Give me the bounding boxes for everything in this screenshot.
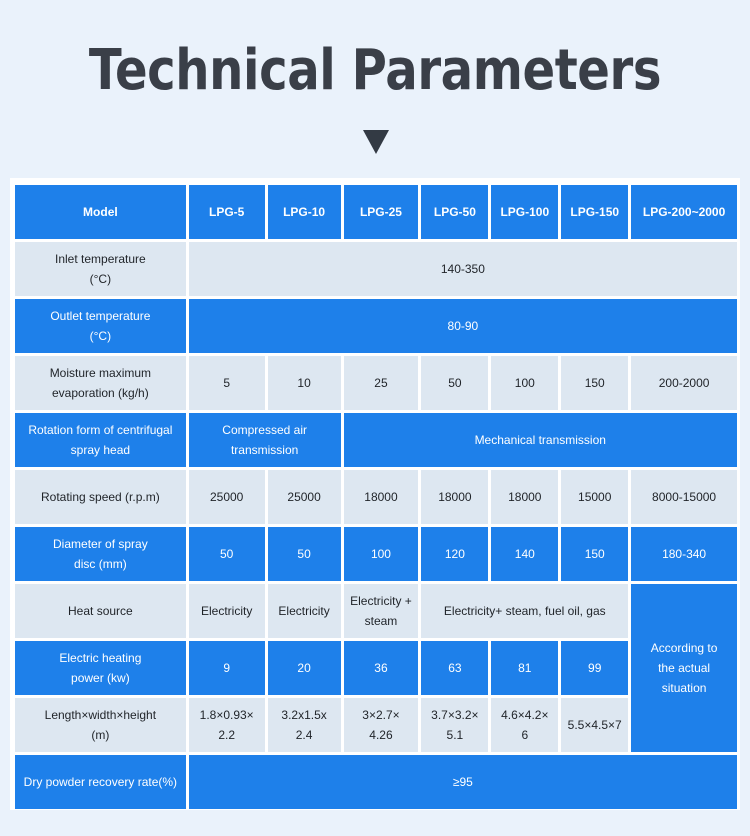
table-cell: 18000 <box>491 470 558 524</box>
table-cell: 20 <box>268 641 341 695</box>
cell-line: 5.1 <box>446 728 464 742</box>
table-cell: 50 <box>189 527 265 581</box>
table-cell: 140 <box>491 527 558 581</box>
header-cell: LPG-50 <box>421 185 488 239</box>
table-cell: 5.5×4.5×7 <box>561 698 628 752</box>
header-cell: LPG-10 <box>268 185 341 239</box>
table-cell: 15000 <box>561 470 628 524</box>
header-cell: LPG-5 <box>189 185 265 239</box>
cell-line: 6 <box>521 728 529 742</box>
table-cell: 150 <box>561 527 628 581</box>
table-cell: 140-350 <box>189 242 737 296</box>
row-label-line: (m) <box>91 728 110 742</box>
table-cell: 50 <box>421 356 488 410</box>
row-label <box>15 641 186 695</box>
table-cell <box>268 698 341 752</box>
cell-line: transmission <box>230 443 299 457</box>
table-row-rotation <box>15 413 737 467</box>
table-cell: 18000 <box>344 470 419 524</box>
table-cell: Electricity+ steam, fuel oil, gas <box>421 584 628 638</box>
table-row-power <box>15 641 737 695</box>
row-label-line: Inlet temperature <box>55 252 146 266</box>
table-cell: 25000 <box>189 470 265 524</box>
table-cell <box>189 698 265 752</box>
table-cell: 25000 <box>268 470 341 524</box>
cell-line: 3×2.7× <box>362 708 400 722</box>
table-cell: 18000 <box>421 470 488 524</box>
table-row-dimensions <box>15 698 737 752</box>
table-cell <box>421 698 488 752</box>
row-label-line: evaporation (kg/h) <box>52 386 149 400</box>
row-label <box>15 698 186 752</box>
parameters-table-container <box>10 178 740 810</box>
table-cell: 8000-15000 <box>631 470 737 524</box>
table-cell: 200-2000 <box>631 356 737 410</box>
table-cell: 10 <box>268 356 341 410</box>
row-label <box>15 413 186 467</box>
table-cell <box>491 698 558 752</box>
table-row-recovery <box>15 755 737 809</box>
table-cell: 81 <box>491 641 558 695</box>
cell-line: 2.4 <box>295 728 313 742</box>
table-cell-actual-situation <box>631 584 737 752</box>
table-cell: 5 <box>189 356 265 410</box>
table-cell: 25 <box>344 356 419 410</box>
cell-line: 4.26 <box>369 728 393 742</box>
header-cell: LPG-150 <box>561 185 628 239</box>
table-row-heat <box>15 584 737 638</box>
row-label-line: Rotation form of centrifugal <box>28 423 173 437</box>
table-cell: 99 <box>561 641 628 695</box>
table-row-speed <box>15 470 737 524</box>
row-label <box>15 242 186 296</box>
table-cell: 100 <box>344 527 419 581</box>
table-cell <box>344 698 419 752</box>
table-cell: 80-90 <box>189 299 737 353</box>
page-title: Technical Parameters <box>88 38 662 103</box>
table-cell: 63 <box>421 641 488 695</box>
row-label-line: power (kw) <box>71 671 130 685</box>
row-label-line: Diameter of spray <box>53 537 148 551</box>
table-row-outlet <box>15 299 737 353</box>
row-label <box>15 356 186 410</box>
row-label-line: disc (mm) <box>74 557 127 571</box>
cell-line: situation <box>661 681 707 695</box>
row-label-line: spray head <box>70 443 131 457</box>
cell-line: 4.6×4.2× <box>501 708 549 722</box>
table-cell: 120 <box>421 527 488 581</box>
table-cell: Mechanical transmission <box>344 413 737 467</box>
row-label: Heat source <box>15 584 186 638</box>
parameters-table <box>12 182 740 812</box>
cell-line: According to <box>650 641 718 655</box>
table-cell: 100 <box>491 356 558 410</box>
table-cell: 36 <box>344 641 419 695</box>
table-cell: 50 <box>268 527 341 581</box>
table-cell <box>189 413 341 467</box>
table-cell: 9 <box>189 641 265 695</box>
row-label-line: Length×width×height <box>44 708 157 722</box>
row-label-line: (°C) <box>89 272 112 286</box>
table-cell: 180-340 <box>631 527 737 581</box>
row-label: Dry powder recovery rate(%) <box>15 755 186 809</box>
cell-line: the actual <box>658 661 711 675</box>
cell-line: 1.8×0.93× <box>199 708 254 722</box>
table-cell: 150 <box>561 356 628 410</box>
table-row-moisture <box>15 356 737 410</box>
row-label-line: Electric heating <box>59 651 142 665</box>
table-row-inlet <box>15 242 737 296</box>
table-row-diameter <box>15 527 737 581</box>
header-cell: LPG-25 <box>344 185 419 239</box>
table-cell: ≥95 <box>189 755 737 809</box>
row-label: Rotating speed (r.p.m) <box>15 470 186 524</box>
cell-line: Compressed air <box>222 423 307 437</box>
cell-line: steam <box>364 614 398 628</box>
row-label <box>15 299 186 353</box>
row-label <box>15 527 186 581</box>
table-cell <box>344 584 419 638</box>
down-arrow-icon <box>363 130 389 154</box>
cell-line: 3.7×3.2× <box>431 708 479 722</box>
cell-line: 3.2x1.5x <box>281 708 327 722</box>
header-cell: LPG-100 <box>491 185 558 239</box>
header-cell: Model <box>15 185 186 239</box>
header-row <box>15 185 737 239</box>
row-label-line: (°C) <box>89 329 112 343</box>
table-cell: Electricity <box>189 584 265 638</box>
table-cell: Electricity <box>268 584 341 638</box>
row-label-line: Moisture maximum <box>49 366 152 380</box>
row-label-line: Outlet temperature <box>50 309 151 323</box>
cell-line: 2.2 <box>218 728 236 742</box>
cell-line: Electricity + <box>350 594 412 608</box>
header-cell: LPG-200~2000 <box>631 185 737 239</box>
